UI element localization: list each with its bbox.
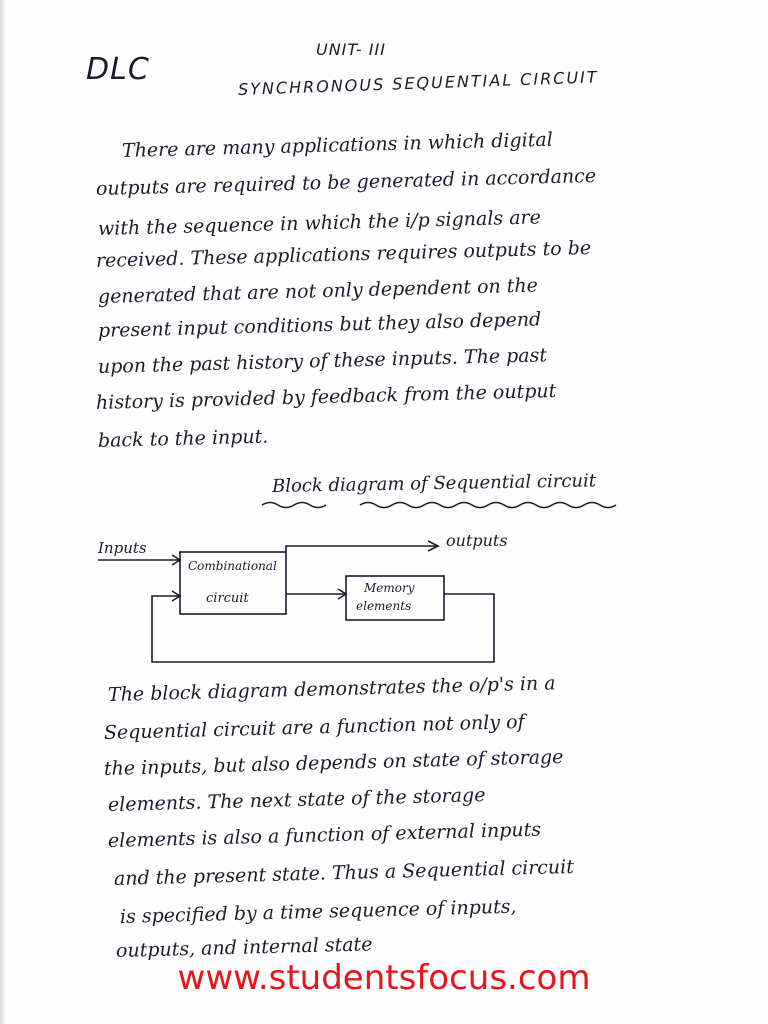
- paragraph2-line: The block diagram demonstrates the o/p's in a: [107, 672, 556, 706]
- paragraph2-line: and the present state. Thus a Sequential circuit: [113, 855, 575, 890]
- paragraph1-line: upon the past history of these inputs. The past: [97, 344, 548, 378]
- feedback-line: [152, 594, 494, 662]
- paragraph1-line: There are many applications in which digital: [121, 128, 554, 162]
- paragraph2-line: Sequential circuit are a function not only of: [103, 710, 525, 744]
- paragraph1-line: back to the input.: [97, 425, 269, 452]
- page-title: SYNCHRONOUS SEQUENTIAL CIRCUIT: [237, 67, 599, 99]
- memory-label: elements: [356, 599, 412, 613]
- memory-label: Memory: [364, 581, 415, 595]
- paragraph1-line: generated that are not only dependent on the: [97, 274, 539, 308]
- paragraph1-line: history is provided by feedback from the output: [95, 379, 557, 414]
- paragraph2-line: is specified by a time sequence of inputs,: [119, 895, 517, 928]
- title-underline: [262, 503, 326, 508]
- footer-url: www.studentsfocus.com: [177, 958, 591, 998]
- combinational-label: circuit: [206, 591, 249, 606]
- unit-heading: UNIT- III: [316, 40, 386, 59]
- combinational-label: Combinational: [188, 559, 277, 573]
- paragraph1-line: outputs are required to be generated in accordance: [95, 164, 597, 200]
- paragraph2-line: the inputs, but also depends on state of storage: [103, 745, 564, 780]
- paragraph1-line: received. These applications requires outputs to be: [95, 237, 592, 272]
- paragraph2-line: outputs, and internal state: [115, 933, 373, 962]
- inputs-label: Inputs: [98, 539, 147, 557]
- paragraph2-line: elements is also a function of external inputs: [107, 818, 542, 852]
- title-underline: [360, 503, 616, 508]
- diagram-title: Block diagram of Sequential circuit: [271, 470, 597, 497]
- paragraph2-line: elements. The next state of the storage: [107, 784, 486, 816]
- paragraph1-line: with the sequence in which the i/p signals are: [97, 206, 542, 240]
- outputs-label: outputs: [446, 531, 508, 550]
- paragraph1-line: present input conditions but they also depend: [97, 308, 542, 342]
- outputs-line: [286, 546, 438, 552]
- subject-label: DLC: [86, 52, 150, 87]
